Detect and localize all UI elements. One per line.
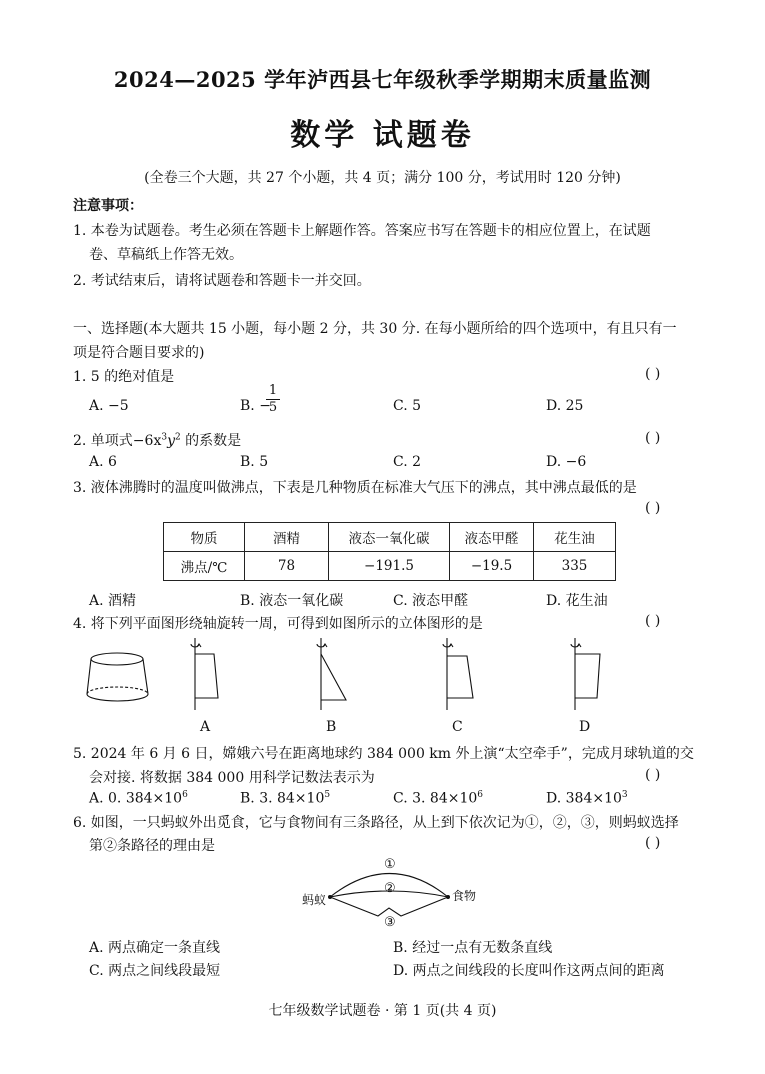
path-3-polyline: [330, 897, 448, 916]
q5-option-c-exp: 6: [477, 790, 484, 800]
q2-exp-x: 3: [161, 432, 168, 443]
notes-item-1-line-2: 卷、草稿纸上作答无效。: [89, 247, 243, 263]
q6-ant-label: 蚂蚁: [302, 893, 327, 907]
q6-option-c: C. 两点之间线段最短: [89, 963, 221, 979]
q2-exp-y: 2: [175, 432, 181, 443]
table-cell: 液态一氧化碳: [329, 523, 450, 552]
q3-option-d: D. 花生油: [546, 593, 608, 609]
q6-answer-paren: ( ): [645, 835, 661, 851]
q5-option-b: [240, 790, 330, 807]
q5-option-a: [89, 790, 188, 807]
q6-path-3-label: ③: [384, 915, 396, 930]
section-1-heading-cont: 项是符合题目要求的): [73, 345, 205, 361]
q2-option-c: C. 2: [393, 454, 422, 470]
notes-heading: 注意事项：: [73, 198, 143, 214]
q5-option-c: [393, 790, 483, 807]
figure-option-b: [317, 638, 346, 710]
q5-option-d-exp: 3: [621, 790, 628, 800]
table-cell: 酒精: [245, 523, 329, 552]
q2-var-y: y: [167, 433, 175, 449]
q1-option-b-fraction: [266, 383, 280, 415]
q2-option-d: D. −6: [546, 454, 587, 470]
table-row: [164, 552, 616, 581]
q5-option-c-base: C. 3. 84×10: [393, 790, 478, 807]
food-point: [446, 895, 450, 899]
table-cell: 335: [534, 552, 616, 581]
q6-option-d: D. 两点之间线段的长度叫作这两点间的距离: [393, 963, 665, 979]
table-header-row: [164, 523, 616, 552]
figure-option-d: [571, 638, 600, 710]
q3-answer-paren: ( ): [645, 500, 661, 516]
q6-option-b: B. 经过一点有无数条直线: [393, 940, 553, 956]
q1-option-b-prefix: B. −: [240, 398, 271, 414]
exam-title: 2024—2025 学年泸西县七年级秋季学期期末质量监测: [113, 67, 652, 92]
table-cell: −19.5: [450, 552, 534, 581]
q5-option-b-exp: 5: [324, 790, 331, 800]
q6-food-label: 食物: [452, 889, 477, 903]
q2-option-a: A. 6: [89, 454, 117, 470]
q5-stem-line-1: 5. 2024 年 6 月 6 日，嫦娥六号在距离地球约 384 000 km 外上演“太空牵手”，完成月球轨道的交: [73, 746, 694, 762]
q2-answer-paren: ( ): [645, 430, 661, 446]
frustum-solid: [87, 653, 148, 701]
q1-option-d: D. 25: [546, 398, 584, 414]
boiling-point-table: [163, 522, 616, 581]
q2-stem: [73, 430, 241, 450]
section-1-heading: 一、选择题(本大题共 15 小题，每小题 2 分，共 30 分. 在每小题所给的四个选项中，有且只有一: [73, 321, 677, 337]
q3-option-a: A. 酒精: [89, 593, 137, 609]
q6-stem-line-2: 第②条路径的理由是: [89, 838, 215, 854]
q4-label-a: A: [200, 719, 211, 735]
q3-option-b: B. 液态一氧化碳: [240, 593, 344, 609]
q2-option-b: B. 5: [240, 454, 269, 470]
q2-stem-prefix: 2. 单项式−6x: [73, 433, 162, 449]
q3-option-c: C. 液态甲醛: [393, 593, 469, 609]
table-cell: 沸点/℃: [164, 552, 245, 581]
q2-stem-suffix: 的系数是: [180, 433, 242, 449]
table-cell: 花生油: [534, 523, 616, 552]
table-cell: 物质: [164, 523, 245, 552]
q4-label-b: B: [326, 719, 337, 735]
figure-option-a: [191, 638, 218, 710]
exam-subtitle: (全卷三个大题，共 27 个小题，共 4 页；满分 100 分，考试用时 120 分钟): [144, 170, 621, 186]
q1-option-a: A. −5: [89, 398, 129, 414]
q4-answer-paren: ( ): [645, 613, 661, 629]
q6-stem-line-1: 6. 如图，一只蚂蚁外出觅食，它与食物间有三条路径，从上到下依次记为①，②，③，则蚂蚁选择: [73, 815, 679, 831]
ant-point: [328, 895, 332, 899]
table-cell: −191.5: [329, 552, 450, 581]
q1-option-c: C. 5: [393, 398, 422, 414]
q4-label-d: D: [579, 719, 591, 735]
notes-item-2: 2. 考试结束后，请将试题卷和答题卡一并交回。: [73, 273, 371, 289]
q1-stem: 1. 5 的绝对值是: [73, 369, 175, 385]
q5-answer-paren: ( ): [645, 767, 661, 783]
q3-stem: 3. 液体沸腾时的温度叫做沸点，下表是几种物质在标准大气压下的沸点，其中沸点最低的是: [73, 480, 637, 496]
subject-title: 数学 试题卷: [290, 118, 475, 153]
q5-option-d-base: D. 384×10: [546, 790, 622, 807]
q5-option-a-exp: 6: [182, 790, 188, 800]
q1-option-b-numerator: 1: [268, 383, 278, 398]
table-cell: 78: [245, 552, 329, 581]
q6-option-a: A. 两点确定一条直线: [89, 940, 221, 956]
figure-option-c: [443, 638, 473, 710]
page-footer: 七年级数学试题卷 · 第 1 页(共 4 页): [268, 1003, 497, 1019]
notes-item-1-line-1: 1. 本卷为试题卷。考生必须在答题卡上解题作答。答案应书写在答题卡的相应位置上，在试题: [73, 223, 651, 239]
q4-label-c: C: [452, 719, 463, 735]
q1-option-b-denominator: 5: [266, 399, 280, 415]
q5-stem-line-2: 会对接. 将数据 384 000 用科学记数法表示为: [89, 770, 375, 786]
q6-path-1-label: ①: [384, 857, 396, 872]
q5-option-d: [546, 790, 628, 807]
q5-option-b-base: B. 3. 84×10: [240, 790, 325, 807]
q4-figures: [0, 630, 765, 745]
q6-path-2-label: ②: [384, 881, 396, 896]
table-cell: 液态甲醛: [450, 523, 534, 552]
q5-option-a-base: A. 0. 384×10: [89, 790, 183, 807]
q4-stem: 4. 将下列平面图形绕轴旋转一周，可得到如图所示的立体图形的是: [73, 616, 483, 632]
q1-answer-paren: ( ): [645, 366, 661, 382]
